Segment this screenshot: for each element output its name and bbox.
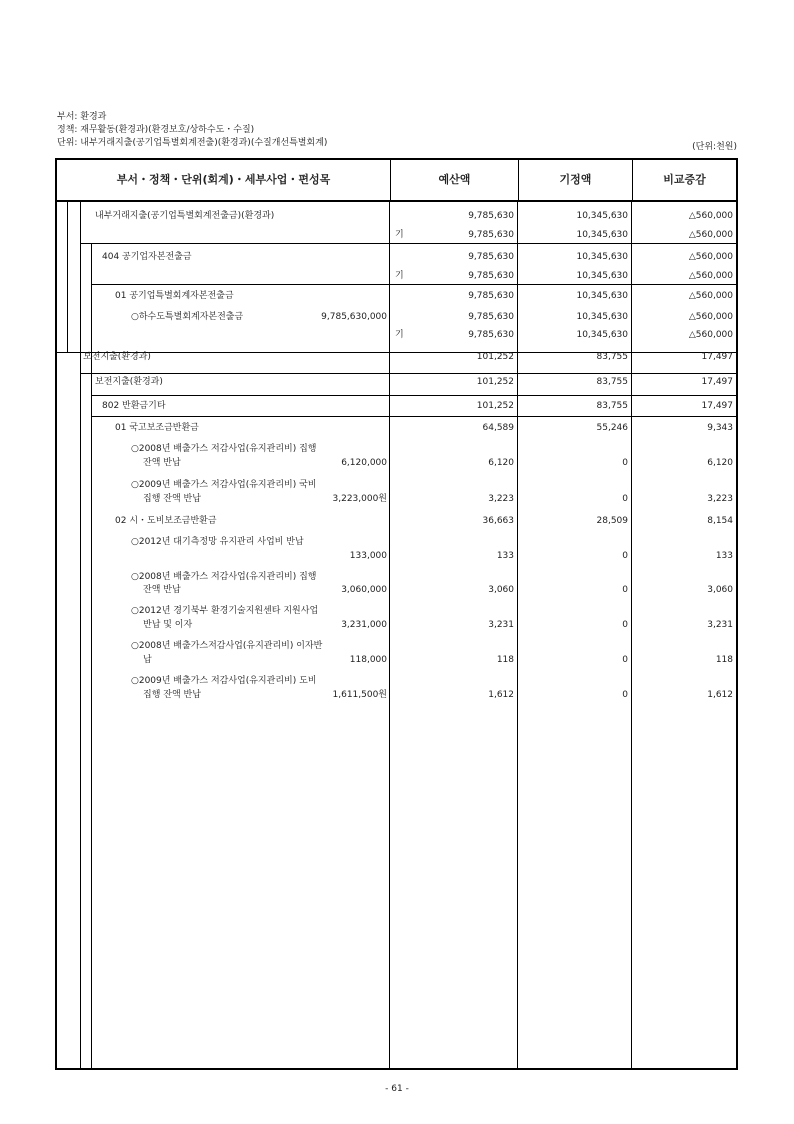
item-line-2: 집행 잔액 반납 — [143, 494, 201, 504]
budget-value: 118 — [496, 655, 514, 665]
row-divider — [80, 373, 737, 374]
previous-value: 0 — [622, 494, 628, 504]
budget-value: 9,785,630 — [468, 291, 514, 301]
tree-line — [91, 244, 92, 1070]
item-line-2: 납 — [143, 655, 152, 665]
diff-value: 3,231 — [707, 620, 733, 630]
column-divider — [631, 202, 632, 1070]
budget-value: 36,663 — [482, 516, 514, 526]
amount-value: 133,000 — [349, 551, 387, 561]
header-diff: 비교증감 — [663, 173, 706, 186]
dept-label: 부서: 환경과 — [57, 112, 107, 122]
diff-value: 3,223 — [707, 494, 733, 504]
diff-value: △560,000 — [688, 252, 733, 262]
tree-line — [67, 202, 68, 352]
previous-value: 0 — [622, 655, 628, 665]
policy-label: 정책: 재무활동(환경과)(환경보호/상하수도・수질) — [57, 125, 255, 135]
diff-value: △560,000 — [688, 211, 733, 221]
budget-value: 101,252 — [476, 377, 514, 387]
previous-value: 0 — [622, 690, 628, 700]
row-divider — [55, 352, 737, 353]
row-label: 보전지출(환경과) — [83, 352, 151, 362]
diff-value: 133 — [715, 551, 733, 561]
amount-value: 3,223,000원 — [332, 494, 387, 504]
gi-marker: 기 — [395, 271, 404, 281]
previous-value: 10,345,630 — [576, 330, 628, 340]
row-label: 802 반환금기타 — [102, 401, 166, 411]
diff-value: 1,612 — [707, 690, 733, 700]
row-label: 01 국고보조금반환금 — [115, 423, 199, 433]
diff-value: 17,497 — [701, 401, 733, 411]
previous-value: 0 — [622, 551, 628, 561]
budget-value: 3,060 — [488, 585, 514, 595]
item-line-1: ○2008년 배출가스 저감사업(유지관리비) 집행 — [131, 444, 317, 454]
budget-value: 9,785,630 — [468, 330, 514, 340]
gi-marker: 기 — [395, 330, 404, 340]
budget-value: 133 — [496, 551, 514, 561]
previous-value: 10,345,630 — [576, 230, 628, 240]
diff-value: 9,343 — [707, 423, 733, 433]
budget-value: 64,589 — [482, 423, 514, 433]
previous-value: 0 — [622, 620, 628, 630]
previous-value: 10,345,630 — [576, 312, 628, 322]
item-line-2: 집행 잔액 반납 — [143, 690, 201, 700]
table-border-bottom — [55, 1068, 738, 1070]
table-border-left — [55, 202, 57, 1070]
diff-value: 17,497 — [701, 377, 733, 387]
header-previous: 기정액 — [559, 173, 592, 186]
budget-value: 3,231 — [488, 620, 514, 630]
diff-value: 8,154 — [707, 516, 733, 526]
column-divider — [389, 202, 390, 1070]
diff-value: 3,060 — [707, 585, 733, 595]
item-line-1: ○2009년 배출가스 저감사업(유지관리비) 도비 — [131, 676, 317, 686]
diff-value: △560,000 — [688, 312, 733, 322]
previous-value: 83,755 — [596, 352, 628, 362]
previous-value: 55,246 — [596, 423, 628, 433]
row-divider — [91, 284, 737, 285]
item-line-2: 반납 및 이자 — [143, 620, 193, 630]
amount-value: 9,785,630,000 — [321, 312, 387, 322]
table-border-right — [736, 202, 738, 1070]
row-divider — [91, 416, 737, 417]
previous-value: 10,345,630 — [576, 291, 628, 301]
header-item: 부서・정책・단위(회계)・세부사업・편성목 — [116, 173, 331, 186]
diff-value: △560,000 — [688, 330, 733, 340]
amount-value: 6,120,000 — [341, 458, 387, 468]
budget-value: 1,612 — [488, 690, 514, 700]
budget-value: 9,785,630 — [468, 271, 514, 281]
previous-value: 83,755 — [596, 377, 628, 387]
diff-value: △560,000 — [688, 271, 733, 281]
budget-value: 9,785,630 — [468, 211, 514, 221]
item-line-1: ○2008년 배출가스저감사업(유지관리비) 이자반 — [131, 641, 323, 651]
row-label: 보전지출(환경과) — [95, 377, 163, 387]
previous-value: 10,345,630 — [576, 271, 628, 281]
amount-value: 3,060,000 — [341, 585, 387, 595]
item-line-1: ○2012년 경기북부 환경기술지원센타 지원사업 — [131, 606, 319, 616]
row-label: 01 공기업특별회계자본전출금 — [115, 291, 234, 301]
previous-value: 10,345,630 — [576, 211, 628, 221]
unit-note: (단위:천원) — [692, 142, 737, 152]
item-line-2: 잔액 반납 — [143, 585, 181, 595]
row-divider — [91, 395, 737, 396]
unit-label: 단위: 내부거래지출(공기업특별회계전출)(환경과)(수질개선특별회계) — [57, 138, 328, 148]
previous-value: 0 — [622, 585, 628, 595]
previous-value: 83,755 — [596, 401, 628, 411]
tree-line — [80, 202, 81, 1070]
diff-value: 6,120 — [707, 458, 733, 468]
diff-value: △560,000 — [688, 291, 733, 301]
header-budget: 예산액 — [438, 173, 471, 186]
budget-value: 3,223 — [488, 494, 514, 504]
item-line-1: ○2012년 대기측정망 유지관리 사업비 반납 — [131, 537, 304, 547]
budget-value: 6,120 — [488, 458, 514, 468]
column-divider — [517, 202, 518, 1070]
previous-value: 28,509 — [596, 516, 628, 526]
amount-value: 118,000 — [349, 655, 387, 665]
row-label: 02 시・도비보조금반환금 — [115, 516, 217, 526]
budget-value: 9,785,630 — [468, 312, 514, 322]
row-divider — [80, 243, 737, 244]
budget-table — [55, 158, 738, 1070]
item-line-1: ○2008년 배출가스 저감사업(유지관리비) 집행 — [131, 572, 317, 582]
item-line-2: 잔액 반납 — [143, 458, 181, 468]
amount-value: 1,611,500원 — [332, 690, 387, 700]
budget-value: 9,785,630 — [468, 252, 514, 262]
diff-value: 17,497 — [701, 352, 733, 362]
diff-value: 118 — [715, 655, 733, 665]
row-label: ○하수도특별회계자본전출금 — [131, 312, 244, 322]
gi-marker: 기 — [395, 230, 404, 240]
item-line-1: ○2009년 배출가스 저감사업(유지관리비) 국비 — [131, 480, 317, 490]
amount-value: 3,231,000 — [341, 620, 387, 630]
budget-value: 101,252 — [476, 401, 514, 411]
diff-value: △560,000 — [688, 230, 733, 240]
budget-value: 101,252 — [476, 352, 514, 362]
page-number: - 61 - — [385, 1084, 409, 1094]
previous-value: 10,345,630 — [576, 252, 628, 262]
budget-value: 9,785,630 — [468, 230, 514, 240]
row-label: 내부거래지출(공기업특별회계전출금)(환경과) — [95, 211, 275, 221]
previous-value: 0 — [622, 458, 628, 468]
row-label: 404 공기업자본전출금 — [102, 252, 192, 262]
table-header — [55, 158, 738, 202]
